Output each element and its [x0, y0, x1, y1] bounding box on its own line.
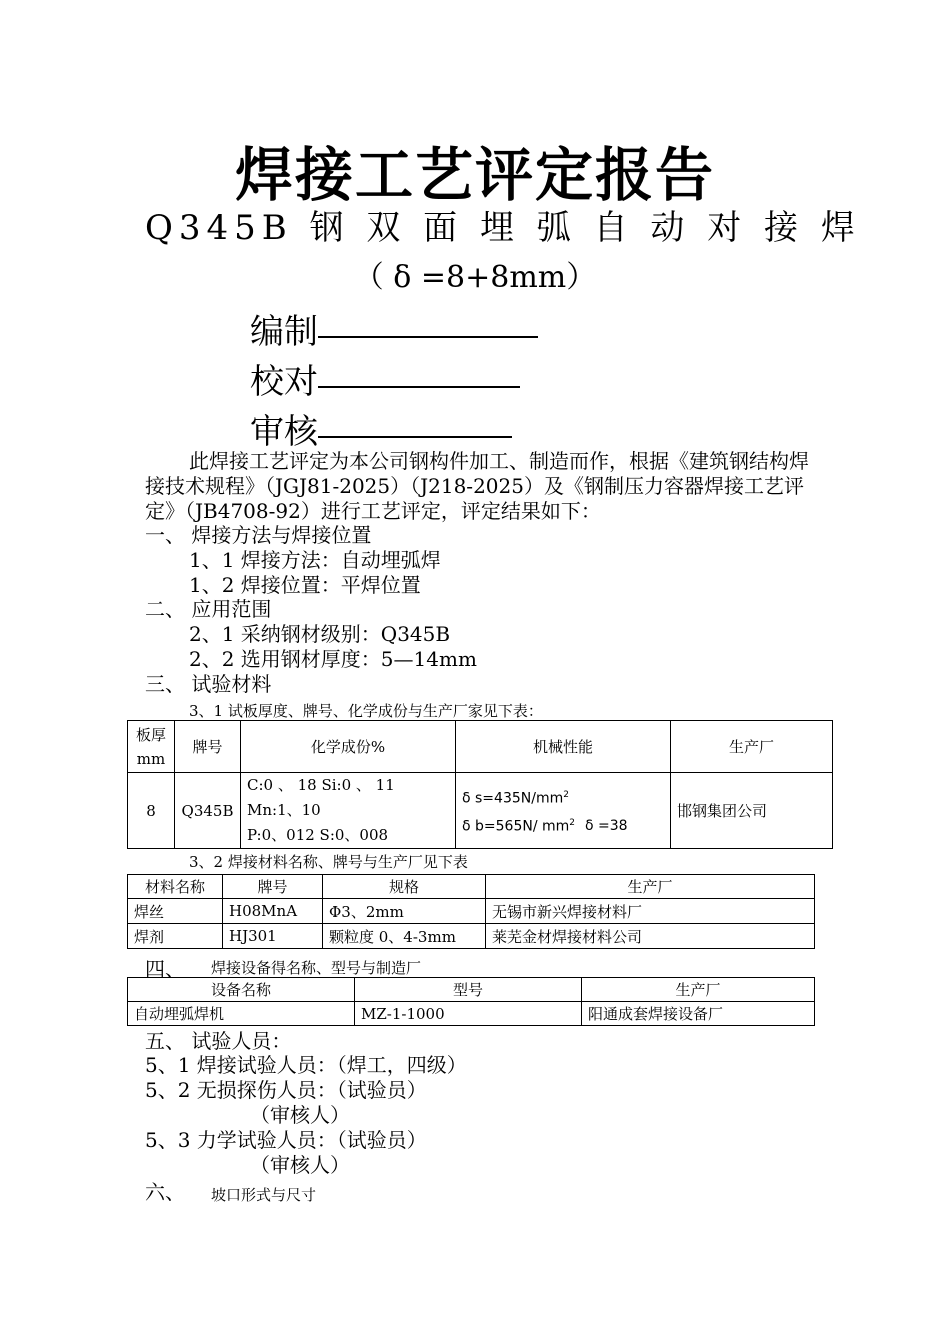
mech-text: δ s=435N/mm: [462, 790, 564, 807]
table-cell: Q345B: [175, 773, 241, 849]
table-header-cell: 牌号: [175, 721, 241, 773]
section-3-note-2: 3、2 焊接材料名称、牌号与生产厂见下表: [189, 853, 468, 871]
mech-sup: 2: [563, 789, 569, 800]
section-6-heading: 坡口形式与尺寸: [211, 1186, 317, 1204]
table-row: [128, 899, 815, 924]
steel-plate-table: [127, 720, 833, 849]
section-2-item-1: 2、1 采纳钢材级别：Q345B: [189, 622, 451, 646]
table-cell: 焊丝: [128, 899, 223, 924]
table-row: [128, 773, 833, 849]
section-5-item-3-reviewer: （审核人）: [250, 1153, 350, 1177]
table-row: [128, 924, 815, 949]
compile-line: [250, 304, 538, 353]
table-cell: H08MnA: [223, 899, 323, 924]
table-header-cell: 机械性能: [456, 721, 671, 773]
thickness-spec: （ δ =8+8mm）: [353, 260, 597, 295]
table-header-row: [128, 875, 815, 899]
table-header-cell: 化学成份%: [241, 721, 456, 773]
review-line: [250, 404, 512, 453]
proofread-blank: [318, 354, 520, 388]
section-6-label: 六、: [145, 1180, 185, 1204]
section-5-item-2: 5、2 无损探伤人员：（试验员）: [145, 1078, 427, 1102]
table-cell: 焊剂: [128, 924, 223, 949]
yield-strength: [462, 783, 664, 811]
table-cell: 无锡市新兴焊接材料厂: [486, 899, 815, 924]
table-cell: Φ3、2mm: [323, 899, 486, 924]
mech-text: δ b=565N/ mm: [462, 818, 570, 835]
chem-line: P:0、012 S:0、008: [247, 826, 389, 844]
table-cell: 莱芜金材焊接材料公司: [486, 924, 815, 949]
table-cell: HJ301: [223, 924, 323, 949]
review-label: 审核: [250, 412, 318, 452]
section-1-heading: 一、 焊接方法与焊接位置: [145, 523, 372, 547]
table-header-cell: 生产厂: [582, 978, 815, 1002]
section-4-heading: 焊接设备得名称、型号与制造厂: [211, 959, 422, 977]
table-cell: 自动埋弧焊机: [128, 1002, 355, 1026]
section-1-item-1: 1、1 焊接方法：自动埋弧焊: [189, 548, 441, 572]
mech-sup: 2: [569, 817, 576, 828]
section-5-item-1: 5、1 焊接试验人员：（焊工，四级）: [145, 1053, 467, 1077]
mechanical-properties-cell: [456, 773, 671, 849]
review-blank: [318, 404, 512, 438]
section-2-heading: 二、 应用范围: [145, 597, 272, 621]
proofread-label: 校对: [250, 362, 318, 402]
section-3-note-1: 3、1 试板厚度、牌号、化学成份与生产厂家见下表：: [189, 702, 543, 720]
table-header-cell: 设备名称: [128, 978, 355, 1002]
table-header-cell: 规格: [323, 875, 486, 899]
equipment-table: [127, 977, 815, 1026]
tensile-strength: [462, 811, 664, 839]
compile-label: 编制: [250, 312, 318, 352]
section-4-label: 四、: [145, 957, 185, 981]
intro-paragraph: 此焊接工艺评定为本公司钢构件加工、制造而作，根据《建筑钢结构焊接技术规程》（JGJ81-2025）（J218-2025）及《钢制压力容器焊接工艺评定》（JB4708-92）进行工艺评定，评定结果如下：: [145, 449, 809, 523]
elongation: δ =38: [585, 818, 628, 835]
section-2-item-2: 2、2 选用钢材厚度：5—14mm: [189, 647, 477, 671]
section-3-heading: 三、 试验材料: [145, 672, 272, 696]
table-header-cell: 生产厂: [671, 721, 833, 773]
proofread-line: [250, 354, 520, 403]
table-cell: 8: [128, 773, 175, 849]
report-title: 焊接工艺评定报告: [234, 141, 715, 209]
table-row: [128, 1002, 815, 1026]
chemical-composition-cell: [241, 773, 456, 849]
section-5-item-2-reviewer: （审核人）: [250, 1103, 350, 1127]
table-cell: 阳通成套焊接设备厂: [582, 1002, 815, 1026]
table-header-cell: 型号: [355, 978, 582, 1002]
chem-line: C:0 、 18 Si:0 、 11: [247, 776, 395, 794]
section-5-heading: 五、 试验人员：: [145, 1029, 292, 1053]
compile-blank: [318, 304, 538, 338]
section-1-item-2: 1、2 焊接位置：平焊位置: [189, 573, 421, 597]
table-header-row: [128, 721, 833, 773]
table-header-cell: 材料名称: [128, 875, 223, 899]
chem-line: Mn:1、10: [247, 801, 321, 819]
table-header-row: [128, 978, 815, 1002]
table-cell: 颗粒度 0、4-3mm: [323, 924, 486, 949]
table-header-cell: 板厚mm: [128, 721, 175, 773]
report-subtitle: Q345B 钢 双 面 埋 弧 自 动 对 接 焊: [145, 208, 861, 248]
section-5-item-3: 5、3 力学试验人员：（试验员）: [145, 1128, 427, 1152]
table-header-cell: 生产厂: [486, 875, 815, 899]
welding-materials-table: [127, 874, 815, 949]
table-header-cell: 牌号: [223, 875, 323, 899]
table-cell: 邯钢集团公司: [671, 773, 833, 849]
table-cell: MZ-1-1000: [355, 1002, 582, 1026]
